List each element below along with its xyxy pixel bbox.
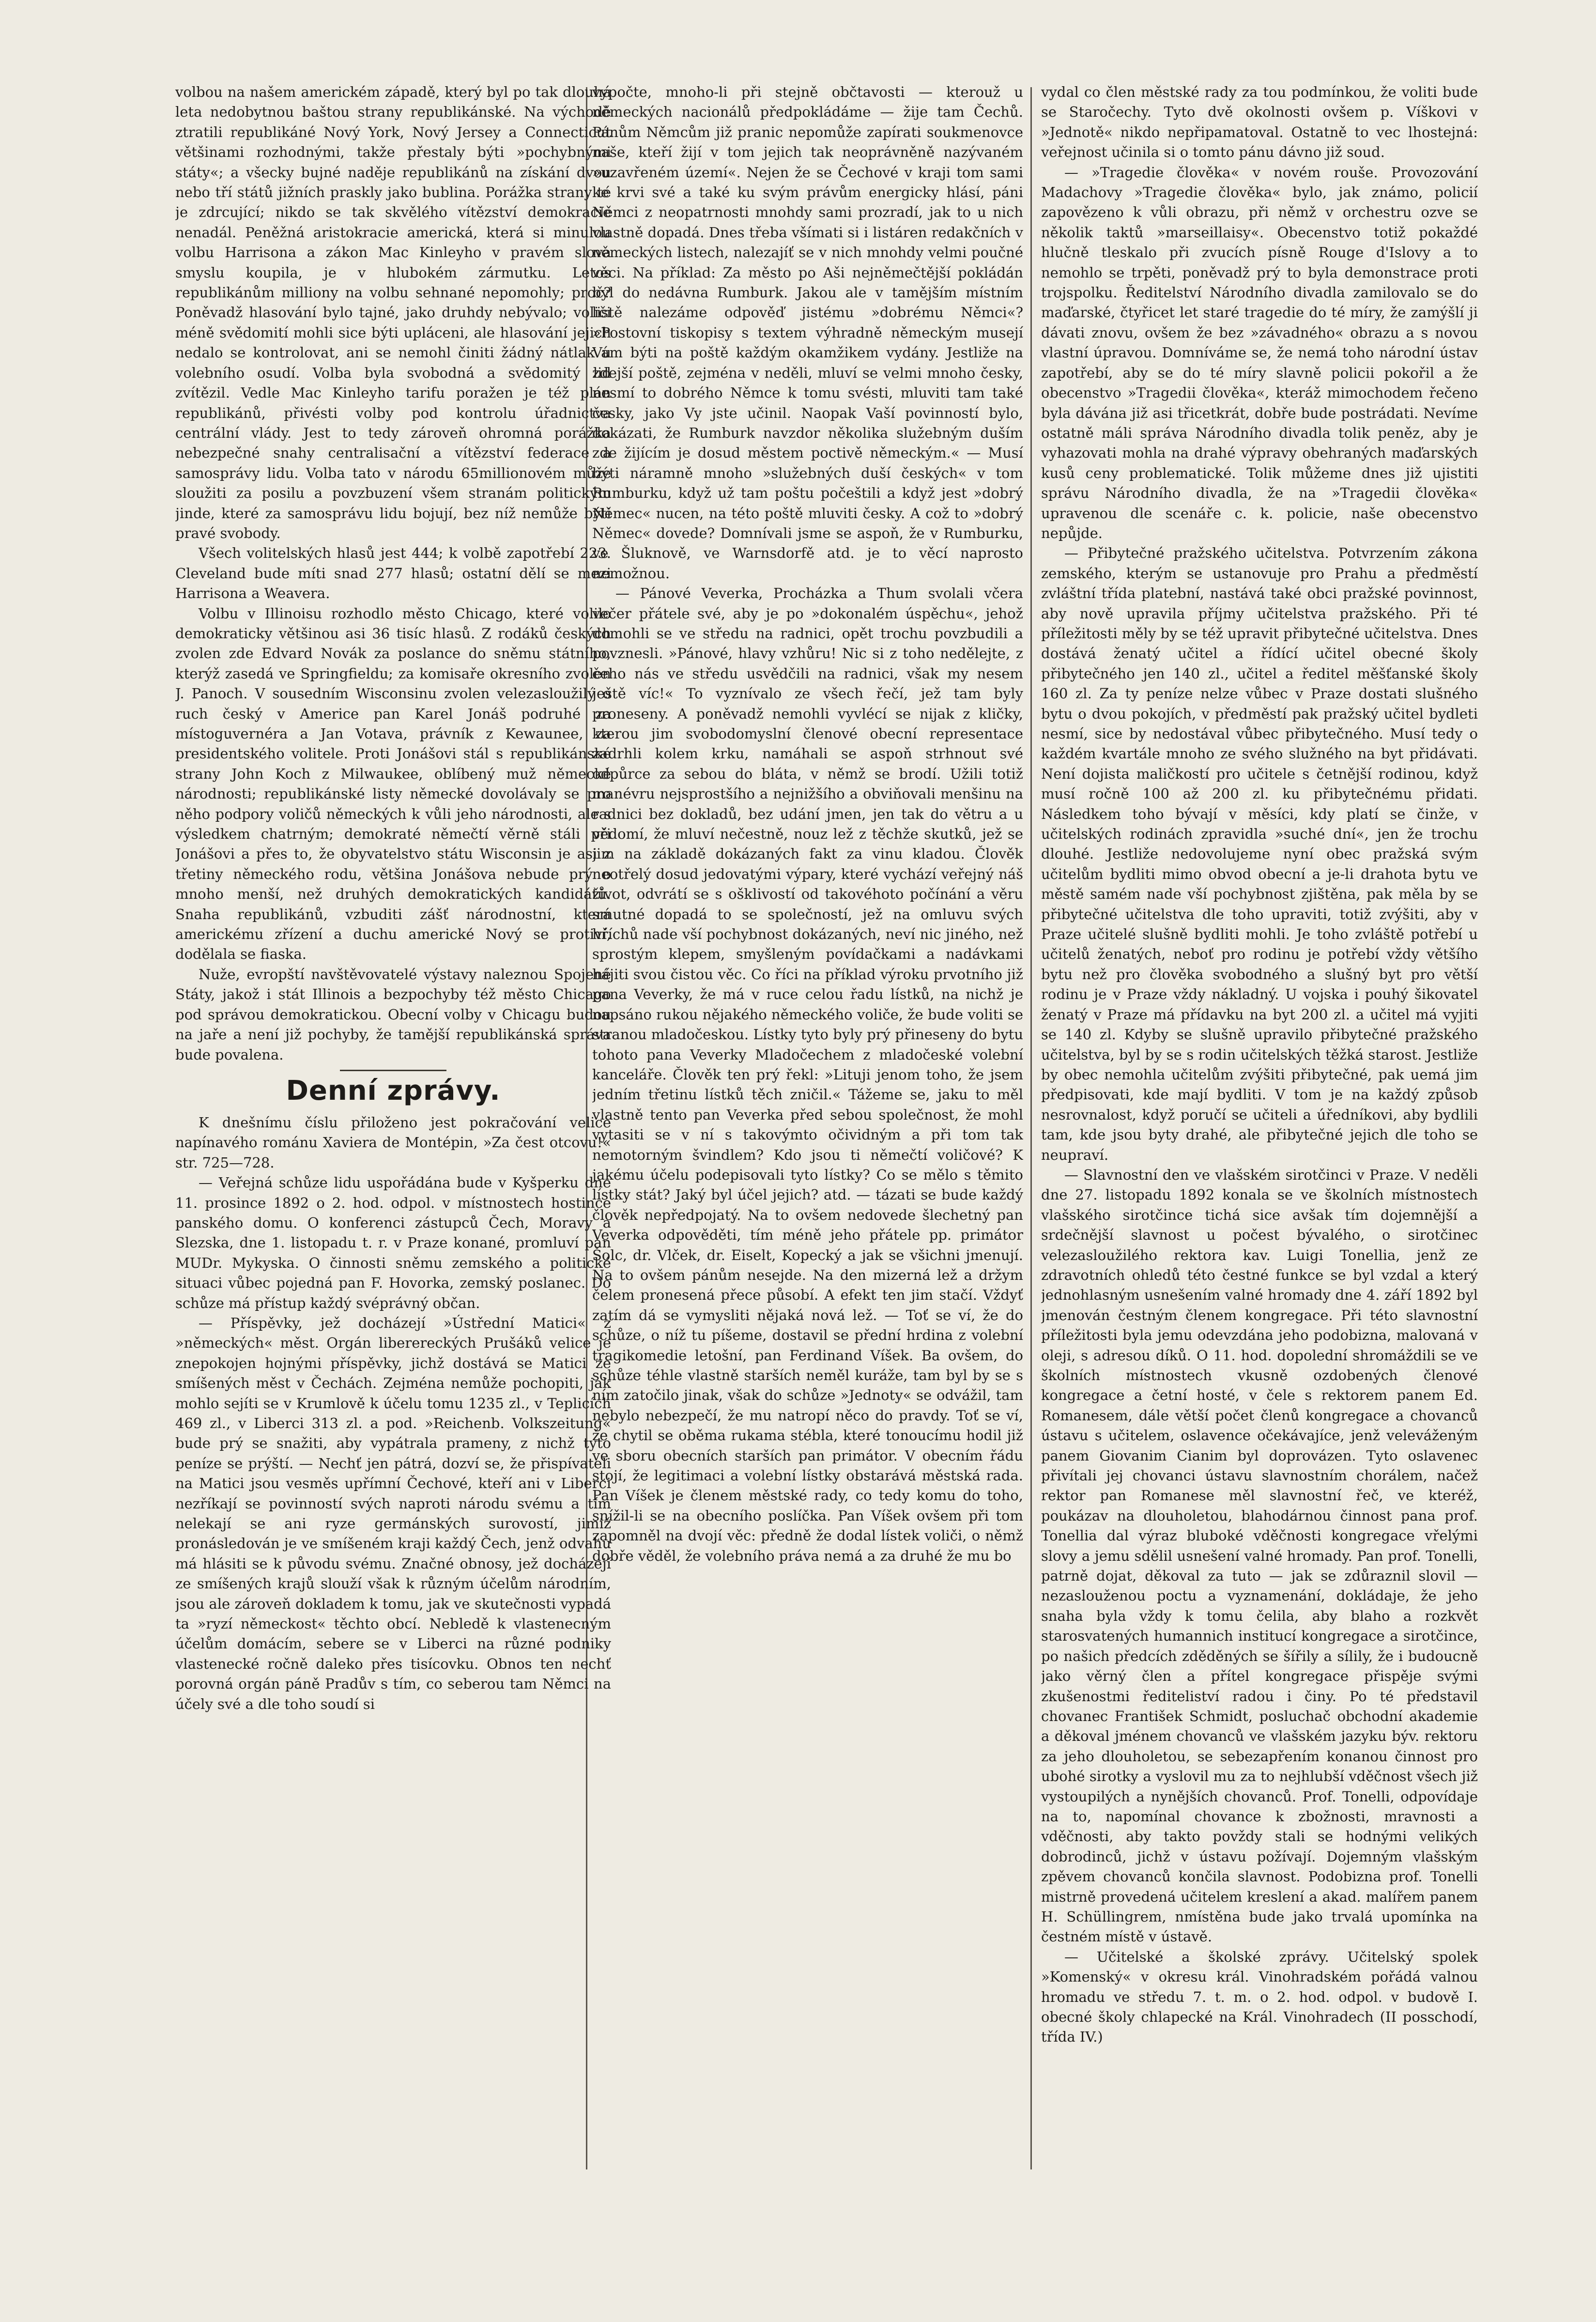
news-item: — Veřejná schůze lidu uspořádána bude v Kyšperku dne 11. prosince 1892 o 2. hod. odpol. v místnostech hostince panského domu. O konferenci zástupců Čech, Moravy a Slezska, dne 1. listopadu t. r. v Praze konané, promluví pan MUDr. Mykyska. O činnosti sněmu zemského a politické situaci vůbec pojedná pan F. Hovorka, zemský poslanec. Do schůze má přístup každý svéprávný občan. (175, 1174, 611, 1311)
news-item: — Pánové Veverka, Procházka a Thum svolali včera večer přátele své, aby je po »dokonalém úspěchu«, jehož domohli se ve středu na radnici, opět trochu povzbudili a povznesli. »Pánové, hlavy vzhůru! Nic si z toho nedělejte, z čeho nás ve středu usvědčili na radnici, však my nesem ještě víc!« To vyznívalo ze všech řečí, jež tam byly proneseny. A poněvadž nemohli vyvlécí se nijak z kličky, kterou jim svobodomyslní členové obecní representace zadrhli kolem krku, namáhali se aspoň strhnout své odpůrce za sebou do bláta, v němž se brodí. Užili totiž manévru nejsprostšího a nejnižšího a obviňovali menšinu na radnici bez dokladů, bez udání jmen, jen tak do větru a u vědomí, že mluví nečestně, nouz lež z těchže skutků, jež se jim na základě dokázaných fakt za vinu kladou. Člověk neotřelý dosud jedovatými výpary, které vychází veřejný náš život, odvrátí se s ošklivostí od takovéhoto počínání a věru smutné dopadá to se společností, jež na omluvu svých hříchů nade vší pochybnost dokázaných, neví nic jiného, než sprostým klepem, smyšleným povídačkami a nadávkami hájiti svou čistou věc. Co říci na příklad výroku prvotního již pana Veverky, že má v ruce celou řadu lístků, na nichž je napsáno rukou nějakého německého voliče, že bude voliti se stranou mladočeskou. Lístky tyto byly prý přineseny do bytu tohoto pana Veverky Mladočechem z mladočeské volební kanceláře. Člověk ten prý řekl: »Lituji jenom toho, že jsem jedním třetinu lístků těch zničil.« Tážeme se, jaku to měl vlastně tento pan Veverka před sebou společnost, že mohl vytasiti se v ní s takovýmto očividným a při tom tak nemotorným švindlem? Kdo jsou ti němečtí voličové? K jakému účelu podepisovali tyto lístky? Co se mělo s těmito lístky stát? Jaký byl účel jejich? atd. — tázati se bude každý člověk nepředpojatý. Na to ovšem nedovede šlechetný pan Veverka odpověděti, tím méně jeho přátele pp. primátor Šolc, dr. Vlček, dr. Eiselt, Kopecký a jak se všichni jmenují. Na to ovšem pánům nesejde. Na den mizerná lež a držym čelem pronesená přece působí. A efekt ten jim stačí. Vždyť zatím dá se vymysliti nějaká nová lež. — Toť se ví, že do schůze, o níž tu píšeme, dostavil se přední hrdina z volební tragikomedie letošní, pan Ferdinand Víšek. Ba ovšem, do schůze téhle vlastně starších neměl kuráže, tam byl by se s ním zatočilo jinak, však do schůze »Jednoty« se odvážil, tam nebylo nebezpečí, že mu natropí něco do pravdy. Toť se ví, že chytil se oběma rukama stébla, které tonoucímu hodil již ve sboru obecních starších pan primátor. V obecním řádu stojí, že legitimaci a volební lístky obstarává městská rada. Pan Víšek je členem městské rady, co tedy komu do toho, snížil-li se na obecního poslíčka. Pan Víšek ovšem při tom zapomněl na dvojí věc: předně že dodal lístek voliči, o němž dobře věděl, že volebního práva nemá a za druhé že mu bo (592, 585, 1023, 1564)
article-paragraph: vydal co člen městské rady za tou podmínkou, že voliti bude se Staročechy. Tyto dvě okolnosti ovšem p. Víškovi v »Jednotě« nikdo nepřipamatoval. Ostatně to vec lhostejná: veřejnost učinila si o tomto pánu dávno již soud. (1041, 84, 1478, 161)
article-paragraph: vypočte, mnoho-li při stejně občtavosti — kterouž u německých nacionálů předpokládáme — žije tam Čechů. Pánům Němcům již pranic nepomůže zapírati soukmenovce naše, kteří žijí v tom jejich tak neoprávněně nazývaném »uzavřeném území«. Nejen že se Čechové v kraji tom sami ke krvi své a také ku svým právům energicky hlásí, páni Němci z neopatrnosti mnohdy sami prozradí, jak to u nich vlastně dopadá. Dnes třeba všímati si i listáren redakčních v německých listech, nalezajíť se v nich mnohdy velmi poučné věci. Na příklad: Za město po Aši nejněmečtější pokládán byl do nedávna Rumburk. Jakou ale v tamějším místním listě nalezáme odpověď jistému »dobrému Němci«? »Postovní tiskopisy s textem výhradně německým musejí Vám býti na poště každým okamžikem vydány. Jestliže na zdejší poště, zejména v neděli, mluví se velmi mnoho česky, nesmí to dobrého Němce k tomu svésti, mluviti tam také česky, jako Vy jste učinil. Naopak Vaší povinností bylo, dokázati, že Rumburk navzdor několika služebným duším zde žijícím je dosud městem poctivě německým.« — Musí býti náramně mnoho »služebných duší českých« v tom Rumburku, když už tam poštu počeštili a když jest »dobrý Němec« nucen, na této poště mluviti česky. A což to »dobrý Němec« dovede? Domnívali jsme se aspoň, že v Rumburku, ve Šluknově, ve Warnsdorfě atd. je to věcí naprosto nemožnou. (592, 84, 1023, 582)
article-paragraph: Všech volitelských hlasů jest 444; k volbě zapotřebí 223. Cleveland bude míti snad 277 hlasů; ostatní dělí se mezi Harrisona a Weavera. (175, 545, 611, 602)
news-item: — »Tragedie člověka« v novém rouše. Provozování Madachovy »Tragedie člověka« bylo, jak známo, policií zapovězeno k vůli obrazu, při němž v orchestru ozve se několik taktů »marseillaisy«. Obecenstvo totiž pokaždé hlučně tleskalo při zvucích písně Rouge d'Islovy a to nemohlo se trpěti, poněvadž prý to byla demonstrace proti trojspolku. Ředitelství Národního divadla zamilovalo se do maďarské, čtyřicet let staré tragedie do té míry, že zamýšlí ji dávati znovu, ovšem že bez »závadného« obrazu a s novou vlastní úpravou. Domníváme se, že nemá toho národní ústav zapotřebí, aby se do té míry slavně policii pokořil a že obecenstvo »Tragedii člověka«, kteráž mimochodem řečeno byla dávána již asi třicetkrát, dobře bude postrádati. Nevíme ostatně máli správa Národního divadla tolik peněz, aby je vyhazovati mohla na drahé výpravy obehraných maďarských kusů ceny problematické. Tolik můžeme dnes již ujistiti správu Národního divadla, že na »Tragedii člověka« upravenou dle scenáře c. k. policie, naše obecenstvo nepůjde. (1041, 164, 1478, 541)
news-item: — Přibytečné pražského učitelstva. Potvrzením zákona zemského, kterým se ustanovuje pro Prahu a předměstí zvláštní třída platební, nastává také obci pražské povinnost, aby nově upravila příjmy učitelstva pražského. Při té příležitosti měly by se též upravit přibytečné učitelstva. Dnes dostává ženatý učitel a řídící učitel obecné školy přibytečného jen 140 zl., učitel a ředitel měšťanské školy 160 zl. Za ty peníze nelze vůbec v Praze dostati slušného bytu o dvou pokojích, v předměstí pak pražský učitel bydleti nesmí, sice by nedostával vůbec přibytečného. Musí tedy o každém kvartále mnoho ze svého služného na byt přidávati. Není dojista maličkostí pro učitele s četnější rodinou, když musí ročně 100 až 200 zl. ku přibytečnému přidati. Následkem toho bývají v měsíci, kdy platí se činže, v učitelských rodinách zpravidla »suché dní«, jen že trochu dlouhé. Jestliže nedovolujeme nyní obec pražská svým učitelům bydliti mimo obvod obecní a je-li drahota bytu ve městě samém nade vší pochybnost zjištěna, pak měla by se přibytečné učitelstva dle toho upraviti, totiž zvýšiti, aby v Praze učitelé slušně bydliti mohli. Je toho zvláště potřebí u učitelů ženatých, neboť pro rodinu je potřebí vždy většího bytu než pro člověka svobodného a slušný byt pro větší rodinu je v Praze vždy nákladný. U vojska i pouhý šikovatel ženatý v Praze má přídavku na byt 200 zl. a učitel má vyjiti se 140 zl. Kdyby se slušně upravilo přibytečné pražského učitelstva, byl by se s rodin učitelských těžká starost. Jestliže by obec nemohla učitelům zvýšiti přibytečné, pak uemá jim předpisovati, kde mají bydliti. V tom je na každý způsob nesrovnalost, když poručí se učiteli a úředníkovi, aby bydlili tam, kde jsou byty drahé, ale přibytečné jejich dle toho se neupraví. (1041, 545, 1478, 1163)
section-heading: Denní zprávy. (286, 1075, 501, 1107)
article-paragraph: Volbu v Illinoisu rozhodlo město Chicago, které volilo demokraticky většinou asi 36 tisíc hlasů. Z rodáků českých zvolen zde Edvard Novák za poslance do sněmu státního, kterýž zasedá ve Springfieldu; za komisaře okresního zvolen J. Panoch. V sousedním Wisconsinu zvolen velezasloužilý o ruch český v Americe pan Karel Jonáš podruhé za místoguvernéra a Jan Votava, právník z Kewaunee, za presidentského volitele. Proti Jonášovi stál s republikánské strany John Koch z Milwaukee, oblíbený muž německé národnosti; republikánské listy německé dovolávaly se pro něho podpory voličů německých k vůli jeho národnosti, ale s výsledkem chatrným; demokraté němečtí věrně stáli při Jonášovi a přes to, že obyvatelstvo státu Wisconsin je asi z třetiny německého rodu, většina Jonášova nebude prý o mnoho menší, než druhých demokratických kandidátů. Snaha republikánů, vzbuditi zášť národnostní, která americkému zřízení a duchu americké Nový se protiví, dodělala se fiaska. (175, 605, 611, 963)
news-item: — Slavnostní den ve vlašském sirotčinci v Praze. V neděli dne 27. listopadu 1892 konala se ve školních místnostech vlašského sirotčince tichá sice avšak tím dojemnější a srdečnější slavnost u počest bývalého, o sirotčinec velezasloužilého rektora kav. Luigi Tonellia, jenž ze zdravotních ohledů této čestné funkce se byl vzdal a který jednohlasným usnešením valné hromady dne 4. září 1892 byl jmenován čestným členem kongregace. Při této slavnostní příležitosti byla jemu odevzdána jeho podobizna, malovaná v oleji, s adresou díků. O 11. hod. dopolední shromáždili se ve školních místnostech vkusně ozdobených členové kongregace a četní hosté, v čele s rektorem panem Ed. Romanesem, dále větší počet členů kongregace a chovanců ústavu s učitelem, oslavence očekávajíce, jenž veleváženým panem Giovanim Cianim byl doprovázen. Tyto oslavenec přivítali jej chovanci ústavu slavnostním chorálem, načež rektor pan Romanese měl slavnostní řeč, ve kteréž, poukázav na dlouholetou, blahodárnou činnost pana prof. Tonellia dal výraz bluboké vděčnosti kongregace vřelými slovy a jemu sdělil usnešení valné hromady. Pan prof. Tonelli, patrně dojat, děkoval za tuto — jak se zdůraznil slovil — nezaslouženou poctu a vyznamenání, dokládaje, že jeho snaha byla vždy k tomu čelila, aby blaho a rozkvět starosvatených humannich institucí kongregace a sirotčince, po našich předcích zděděných se šířily a sílily, že i budoucně jako věrný člen a přítel kongregace přispěje svými zkušenostmi řediteliství radou i činy. Po té představil chovanec František Schmidt, posluchač obchodní akademie a děkoval jménem chovanců ve vlašském jazyku býv. rektoru za jeho dlouholetou, se sebezapřením konanou činnost pro ubohé sirotky a vyslovil mu za to nejhlubší vděčnost všech již vystoupilých a nynějších chovanců. Prof. Tonelli, odpovídaje na to, napomínal chovance k zbožnosti, mravnosti a vděčnosti, aby takto povždy stali se hodnými velikých dobrodinců, jichž v ústavu požívají. Dojemným vlašským zpěvem chovanců končila slavnost. Podobizna prof. Tonelli mistrně provedená učitelem kreslení a akad. malířem panem H. Schüllingrem, nmístěna bude jako trvalá upomínka na čestném místě v ústavě. (1041, 1166, 1478, 1945)
column-divider (1030, 87, 1032, 2169)
column-3 (1041, 82, 1478, 2310)
news-item: K dnešnímu číslu přiloženo jest pokračování velice napínavého románu Xaviera de Montépin, »Za čest otcovu!« str. 725—728. (175, 1114, 611, 1171)
news-item: — Příspěvky, jež docházejí »Ústřední Matici« z »německých« měst. Orgán liberereckých Prušáků velice je znepokojen hojnými příspěvky, jichž dostává se Matici ze smíšených měst v Čechách. Zejména nemůže pochopiti, jak mohlo sejíti se v Krumlově k účelu tomu 1235 zl., v Teplicích 469 zl., v Liberci 313 zl. a pod. »Reichenb. Volkszeitung« bude prý se snažiti, aby vypátrala prameny, z nichž tyto peníze se prýští. — Nechť jen pátrá, dozví se, že přispívateli na Matici jsou vesměs upřímní Čechové, kteří ani v Liberci nezříkají se povinností svých naproti národu svému a tím nelekají se ani ryze germánských surovostí, jimiž pronásledován je ve smíšeném kraji každý Čech, jenž odvahu má hlásiti se k původu svému. Značné obnosy, jež docházejí ze smíšených krajů slouží však k různým účelům národním, jsou ale zároveň dokladem k tomu, jak ve skutečnosti vypadá ta »ryzí německost« těchto obcí. Nebledě k vlastenecným účelům domácím, sebere se v Liberci na různé podniky vlastenecké ročně daleko přes tisícovku. Obnos ten nechť porovná orgán páně Pradův s tím, co seberou tam Němci na účely své a dle toho soudí si (175, 1314, 611, 1712)
article-paragraph: volbou na našem americkém západě, který byl po tak dlouhá leta nedobytnou baštou strany republikánské. Na východě ztratili republikáné Nový York, Nový Jersey a Connecticut většinami rozhodnými, takže přestaly býti »pochybnými státy«; a všecky bujné naděje republikánů na získání dvou nebo tří států jižních praskly jako bublina. Porážka strany té je zdrcující; nikdo se tak skvělého vítězství demokracie nenadál. Peněžná aristokracie americká, která si minulou volbu Harrisona a zákon Mac Kinleyho v pravém slova smyslu koupila, je v hlubokém zármutku. Letos republikánům milliony na volbu sehnané nepomohly; proč? Poněvadž hlasování bylo tajné, jako druhdy nebývalo; voliči méně svědomití mohli sice býti upláceni, ale hlasování jejich nedalo se kontrolovat, ani se nemohl činiti žádný nátlak u volebního osudí. Volba byla svobodná a svědomitý lid zvítězil. Vedle Mac Kinleyho tarifu poražen je též plán republikánů, přivésti volby pod kontrolu úřadnictva centrální vlády. Jest to tedy zároveň ohromná porážka nebezpečné snahy centralisační a vítězství federace a samosprávy lidu. Volba tato v národu 65millionovém může sloužiti za posilu a povzbuzení všem stranám politickým jinde, které za samosprávu lidu bojují, bez níž nemůže býti pravé svobody. (175, 84, 611, 541)
column-1 (175, 82, 611, 2310)
article-paragraph: Nuže, evropští navštěvovatelé výstavy naleznou Spojené Státy, jakož i stát Illinois a bezpochyby též město Chicago pod správou demokratickou. Obecní volby v Chicagu budou na jaře a není již pochyby, že tamější republikánská správa bude povalena. (175, 966, 611, 1063)
news-item: — Učitelské a školské zprávy. Učitelský spolek »Komenský« v okresu král. Vinohradském pořádá valnou hromadu ve středu 7. t. m. o 2. hod. odpol. v budově I. obecné školy chlapecké na Král. Vinohradech (II posschodí, třída IV.) (1041, 1948, 1478, 2045)
column-2 (592, 82, 1023, 2310)
section-divider (340, 1070, 446, 1071)
